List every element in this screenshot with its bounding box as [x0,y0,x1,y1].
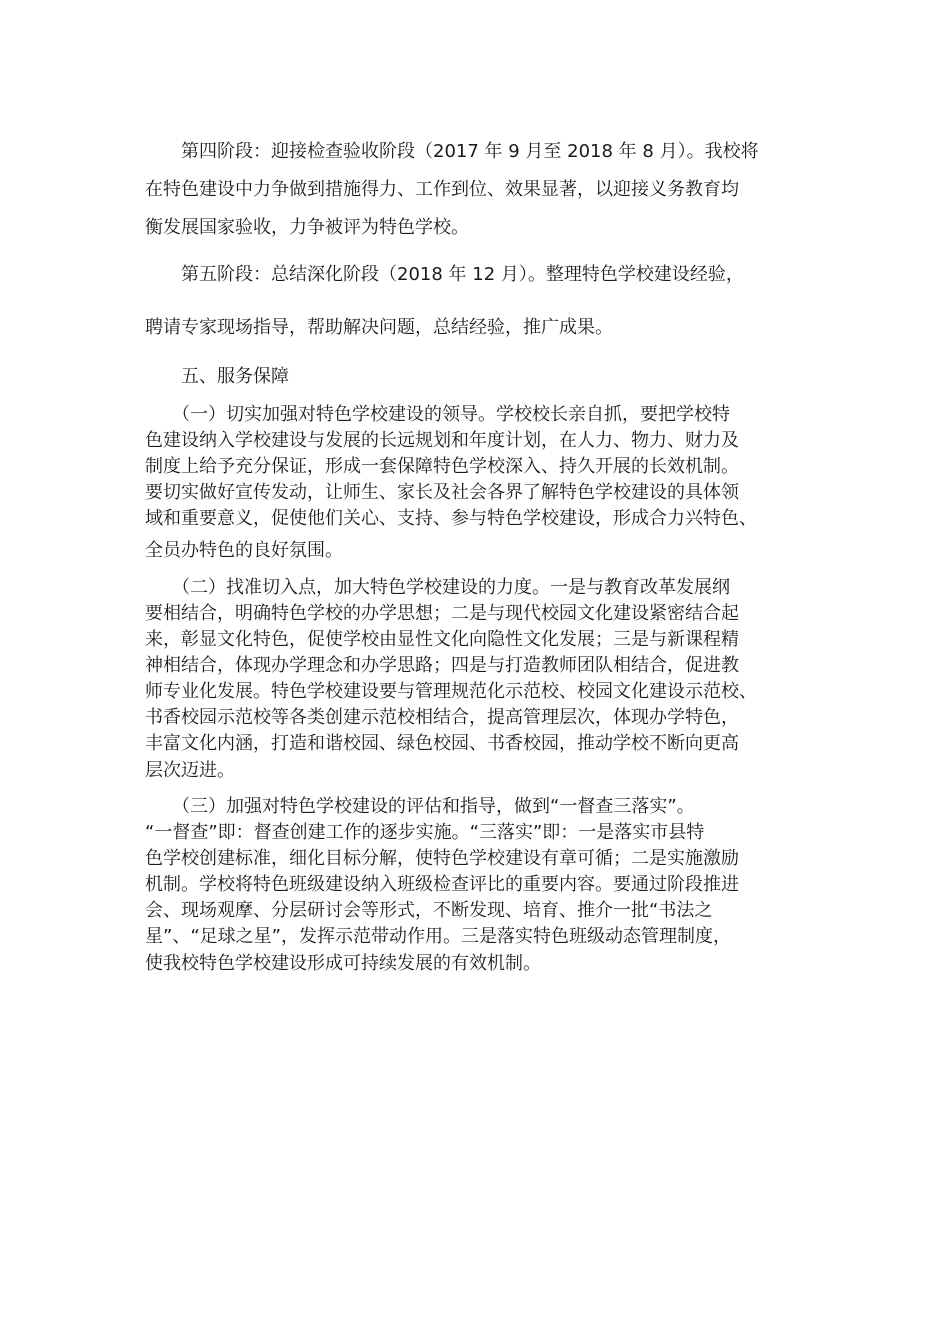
paragraph-item-two-continued: 层次迈进。 [145,760,235,781]
paragraph-stage-four: 第四阶段：迎接检查验收阶段（2017 年 9 月至 2018 年 8 月）。我校将 在特色建设中力争做到措施得力、工作到位、效果显著，以迎接义务教育均 衡发展国家验收，力争被评为特色学校。 [145,141,759,238]
paragraph-stage-five: 第五阶段：总结深化阶段（2018 年 12 月）。整理特色学校建设经验， [145,264,744,285]
paragraph-item-three-continued: 使我校特色学校建设形成可持续发展的有效机制。 [145,953,541,974]
paragraph-stage-five-continued: 聘请专家现场指导，帮助解决问题，总结经验，推广成果。 [145,317,613,338]
paragraph-item-two: （二）找准切入点，加大特色学校建设的力度。一是与教育改革发展纲 要相结合，明确特色学校的办学思想；二是与现代校园文化建设紧密结合起 来，彰显文化特色，促使学校由显性文化向隐性文化发展；三是与新课程精 神相结合，体现办学理念和办学思路；四是与打造教师团队相结合，促进教 师专业化发展。特色学校建设要与管理规范化示范校、校园文化建设示范校、 书香校园示范校等各类创建示范校相结合，提高管理层次，体现办学特色， 丰富文化内涵，打造和谐校园、绿色校园、书香校园，推动学校不断向更高 [145,577,757,754]
paragraph-item-three: （三）加强对特色学校建设的评估和指导，做到“一督查三落实”。 “一督查”即：督查创建工作的逐步实施。“三落实”即：一是落实市县特 色学校创建标准，细化目标分解，使特色学校建设有章可循；二是实施激励 机制。学校将特色班级建设纳入班级检查评比的重要内容。要通过阶段推进 会、现场观摩、分层研讨会等形式，不断发现、培育、推介一批“书法之 星”、“足球之星”，发挥示范带动作用。三是落实特色班级动态管理制度， [145,796,739,947]
paragraph-item-one-continued: 全员办特色的良好氛围。 [145,540,343,561]
paragraph-item-one: （一）切实加强对特色学校建设的领导。学校校长亲自抓，要把学校特 色建设纳入学校建设与发展的长远规划和年度计划，在人力、物力、财力及 制度上给予充分保证，形成一套保障特色学校深入、持久开展的长效机制。 要切实做好宣传发动，让师生、家长及社会各界了解特色学校建设的具体领 域和重要意义，促使他们关心、支持、参与特色学校建设，形成合力兴特色、 [145,404,757,529]
section-heading-service-guarantee: 五、服务保障 [145,366,289,387]
